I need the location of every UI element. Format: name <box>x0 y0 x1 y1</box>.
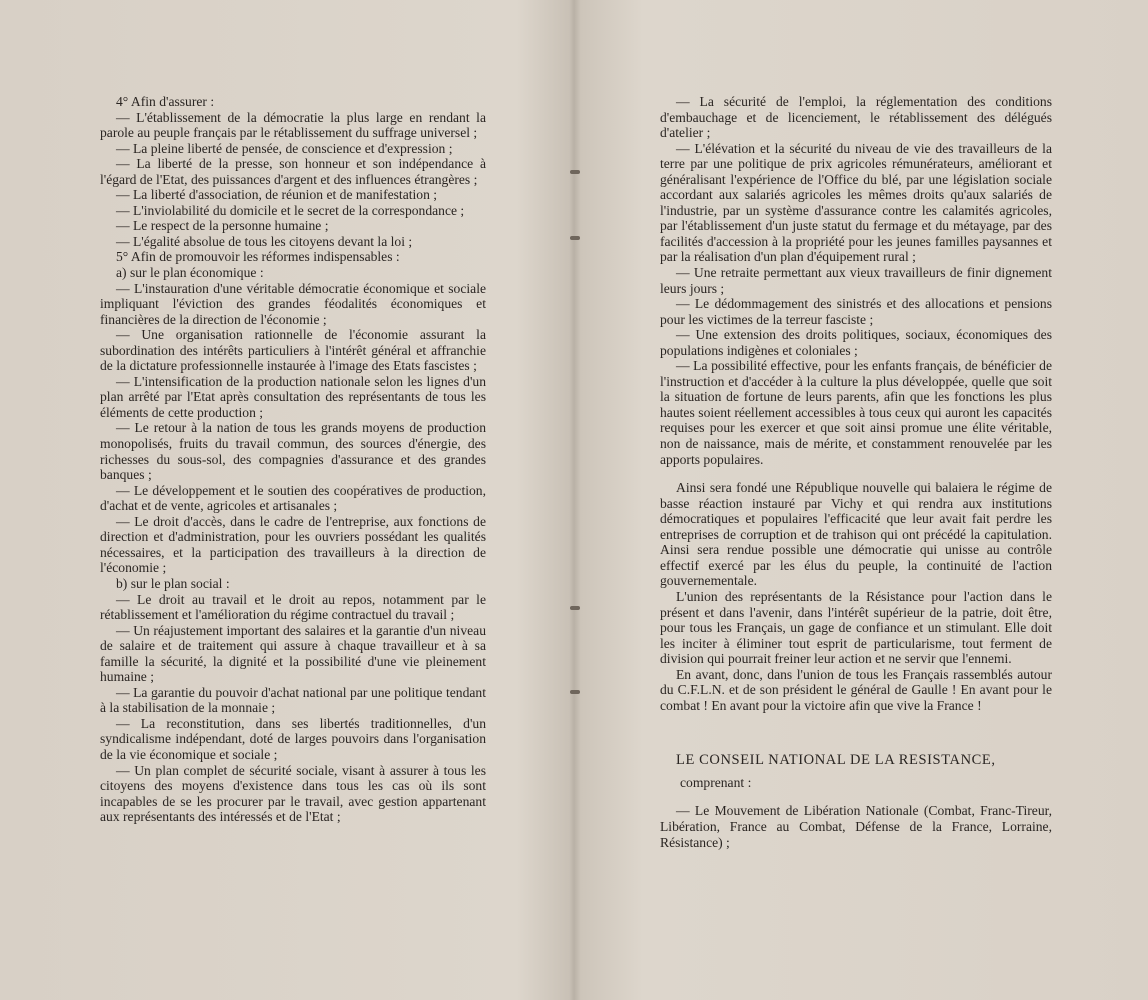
paragraph: — Le respect de la personne humaine ; <box>116 218 329 234</box>
paragraph-gap <box>660 467 1052 480</box>
section-heading: 4° Afin d'assurer : <box>116 94 215 109</box>
paragraph: — L'élévation et la sécurité du niveau de vie des travailleurs de la terre par une politique de prix agricoles rémunérateurs, améliorant et généralisant l'expérience de l'Office du blé, par une législation sociale accordant aux salariés agricoles les mêmes droits qu'aux salariés de l'industrie, par un système d'assurance contre les calamités agricoles, par l'établissement d'un juste statut du fermage et du métayage, par des facilités d'accession à la propriété pour les jeunes familles paysannes et par la réalisation d'un plan d'équipement rural ; <box>660 140 1052 265</box>
paragraph: — Le Mouvement de Libération Nationale (Combat, Franc-Tireur, Libération, France au Combat, Défense de la France, Lorraine, Résistance) ; <box>660 803 1052 850</box>
closing-paragraph: L'union des représentants de la Résistance pour l'action dans le présent et dans l'avenir, dans l'intérêt supérieur de la patrie, doit être, pour tous les Français, un gage de confiance et un stimulant. Elle doit les inciter à éliminer tout esprit de particularisme, tout ferment de division qui pourrait freiner leur action et ne servir que l'ennemi. <box>660 588 1052 667</box>
paragraph: — La liberté de la presse, son honneur et son indépendance à l'égard de l'Etat, des puissances d'argent et des influences étrangères ; <box>100 156 486 187</box>
paragraph: — Un réajustement important des salaires et la garantie d'un niveau de salaire et de traitement qui assure à chaque travailleur et à sa famille la sécurité, la dignité et la possibilité d'une vie pleinement humaine ; <box>100 622 486 685</box>
paragraph: — La possibilité effective, pour les enfants français, de bénéficier de l'instruction et d'accéder à la culture la plus développée, quelle que soit la situation de fortune de leurs parents, afin que les fonctions les plus hautes soient réellement accessibles à tous ceux qui auront les capacités requises pour les exercer et que soit ainsi promue une élite véritable, non de naissance, mais de mérite, et constamment renouvelée par les apports populaires. <box>660 358 1052 467</box>
binding-staple-mark <box>570 606 580 610</box>
paragraph: — Un plan complet de sécurité sociale, visant à assurer à tous les citoyens des moyens d'existence dans tous les cas où ils sont incapables de se les procurer par le travail, avec gestion appartenant aux représentants des intéressés et de l'Etat ; <box>100 762 486 825</box>
council-title: LE CONSEIL NATIONAL DE LA RESISTANCE, <box>676 752 996 769</box>
section-gap <box>660 713 1052 753</box>
subsection-heading: b) sur le plan social : <box>116 575 230 591</box>
paragraph: — Le retour à la nation de tous les grands moyens de production monopolisés, fruits du travail commun, des sources d'énergie, des richesses du sous-sol, des compagnies d'assurance et des grandes banques ; <box>100 420 486 483</box>
paragraph: — Le droit d'accès, dans le cadre de l'entreprise, aux fonctions de direction et d'administration, pour les ouvriers possédant les qualités nécessaires, et la participation des travailleurs à la direction de l'économie ; <box>100 513 486 576</box>
paragraph: — L'égalité absolue de tous les citoyens devant la loi ; <box>116 233 413 249</box>
right-page <box>660 94 1052 850</box>
paragraph: — Une retraite permettant aux vieux travailleurs de finir dignement leurs jours ; <box>660 265 1052 296</box>
binding-staple-mark <box>570 236 580 240</box>
paragraph: — L'établissement de la démocratie la plus large en rendant la parole au peuple français par le rétablissement du suffrage universel ; <box>100 109 486 141</box>
binding-staple-mark <box>570 690 580 694</box>
closing-paragraph: Ainsi sera fondé une République nouvelle qui balaiera le régime de basse réaction instauré par Vichy et qui rendra aux institutions démocratiques et populaires l'efficacité que leur avait fait perdre les entreprises de corruption et de trahison qui ont précédé la capitulation. Ainsi sera rendue possible une démocratie qui unisse au contrôle effectif exercé par les élus du peuple, la continuité de l'action gouvernementale. <box>660 480 1052 589</box>
paragraph: — Le dédommagement des sinistrés et des allocations et pensions pour les victimes de la terreur fasciste ; <box>660 296 1052 327</box>
comprenant-label: comprenant : <box>680 774 752 790</box>
paragraph: — Le développement et le soutien des coopératives de production, d'achat et de vente, agricoles et artisanales ; <box>100 482 486 514</box>
paragraph: — Une extension des droits politiques, sociaux, économiques des populations indigènes et coloniales ; <box>660 327 1052 358</box>
paragraph: — La sécurité de l'emploi, la réglementation des conditions d'embauchage et de licenciement, le rétablissement des délégués d'atelier ; <box>660 94 1052 141</box>
paragraph: — L'intensification de la production nationale selon les lignes d'un plan arrêté par l'Etat après consultation des représentants de tous les éléments de cette production ; <box>100 373 486 420</box>
paragraph: — La liberté d'association, de réunion et de manifestation ; <box>116 187 438 203</box>
left-page <box>100 94 486 825</box>
paragraph: — L'instauration d'une véritable démocratie économique et sociale impliquant l'éviction des grandes féodalités économiques et financières de la direction de l'économie ; <box>100 280 486 327</box>
paragraph: — La pleine liberté de pensée, de conscience et d'expression ; <box>116 140 453 156</box>
section-heading: 5° Afin de promouvoir les réformes indispensables : <box>116 249 400 265</box>
binding-staple-mark <box>570 170 580 174</box>
paragraph-gap <box>660 790 1052 803</box>
subsection-heading: a) sur le plan économique : <box>116 265 264 281</box>
paragraph: — Le droit au travail et le droit au repos, notamment par le rétablissement et l'amélioration du régime contractuel du travail ; <box>100 591 486 623</box>
closing-paragraph: En avant, donc, dans l'union de tous les Français rassemblés autour du C.F.L.N. et de son président le général de Gaulle ! En avant pour le combat ! En avant pour la victoire afin que vive la France ! <box>660 666 1052 713</box>
paragraph: — L'inviolabilité du domicile et le secret de la correspondance ; <box>116 202 465 218</box>
paragraph: — La reconstitution, dans ses libertés traditionnelles, d'un syndicalisme indépendant, doté de larges pouvoirs dans l'organisation de la vie économique et sociale ; <box>100 715 486 762</box>
paragraph: — Une organisation rationnelle de l'économie assurant la subordination des intérêts particuliers à l'intérêt général et affranchie de la dictature professionnelle instaurée à l'image des Etats fascistes ; <box>100 327 486 374</box>
paragraph: — La garantie du pouvoir d'achat national par une politique tendant à la stabilisation de la monnaie ; <box>100 684 486 716</box>
